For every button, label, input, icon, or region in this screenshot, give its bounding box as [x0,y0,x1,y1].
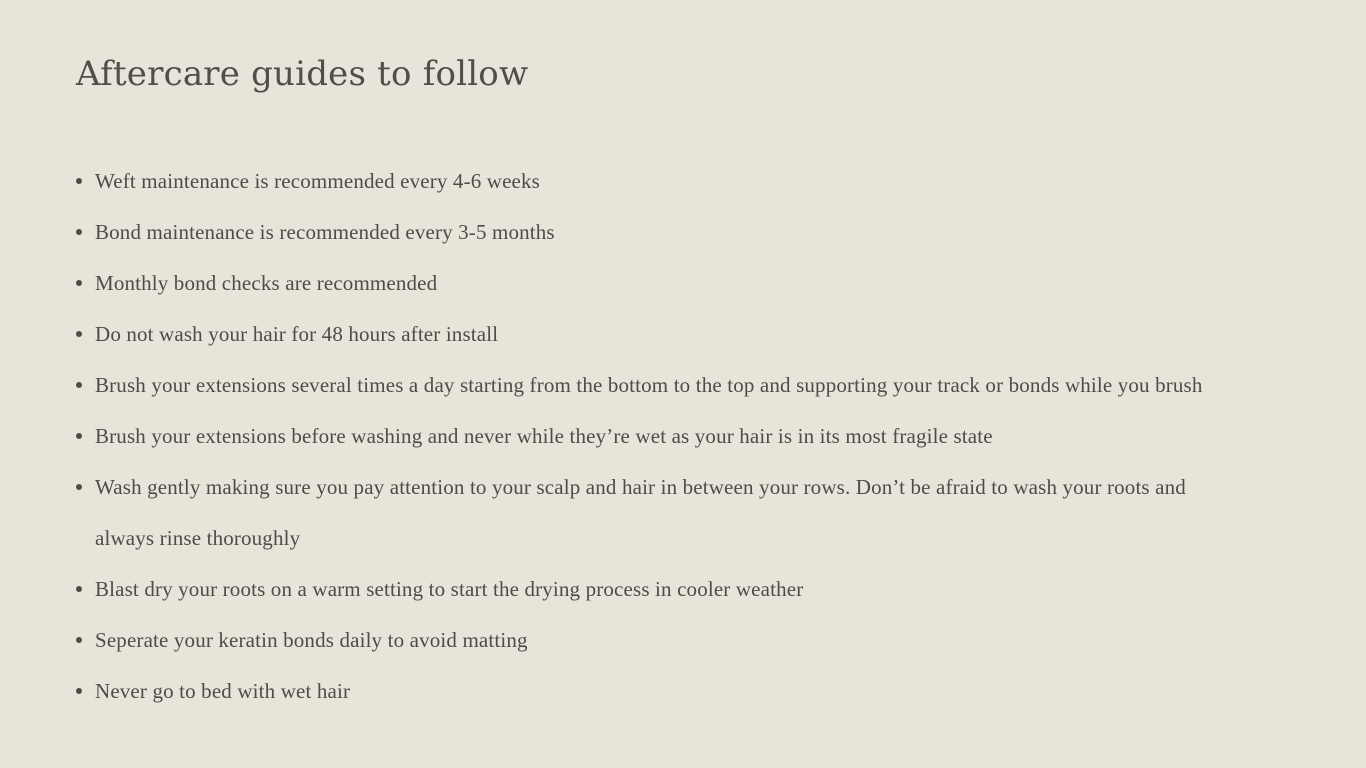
guide-text: Never go to bed with wet hair [95,679,351,703]
guide-item-2 [76,207,1246,258]
guide-text: Seperate your keratin bonds daily to avoid matting [95,628,528,652]
guide-text: Do not wash your hair for 48 hours after install [95,322,499,346]
guide-item-9 [76,615,1246,666]
bullet-icon [76,229,82,235]
guide-text: Brush your extensions several times a day starting from the bottom to the top and supporting your track or bonds while you brush [95,373,1203,397]
guide-text: Bond maintenance is recommended every 3-5 months [95,220,555,244]
guide-item-1 [76,156,1246,207]
guide-item-5 [76,360,1246,411]
guide-item-10 [76,666,1246,717]
guide-item-3 [76,258,1246,309]
guide-text: Brush your extensions before washing and never while they’re wet as your hair is in its most fragile state [95,424,993,448]
bullet-icon [76,433,82,439]
bullet-icon [76,484,82,490]
guide-item-6 [76,411,1246,462]
guide-item-7 [76,462,1246,564]
guide-item-4 [76,309,1246,360]
bullet-icon [76,331,82,337]
bullet-icon [76,637,82,643]
guide-text: Blast dry your roots on a warm setting to start the drying process in cooler weather [95,577,804,601]
guide-item-8 [76,564,1246,615]
page-title: Aftercare guides to follow [76,54,529,94]
guide-text: Wash gently making sure you pay attention to your scalp and hair in between your rows. Don’t be afraid to wash your roots and always rinse thoroughly [95,475,1186,550]
bullet-icon [76,586,82,592]
bullet-icon [76,280,82,286]
guide-text: Weft maintenance is recommended every 4-6 weeks [95,169,541,193]
bullet-icon [76,688,82,694]
bullet-icon [76,382,82,388]
aftercare-guide-list [76,156,1246,717]
bullet-icon [76,178,82,184]
guide-text: Monthly bond checks are recommended [95,271,438,295]
